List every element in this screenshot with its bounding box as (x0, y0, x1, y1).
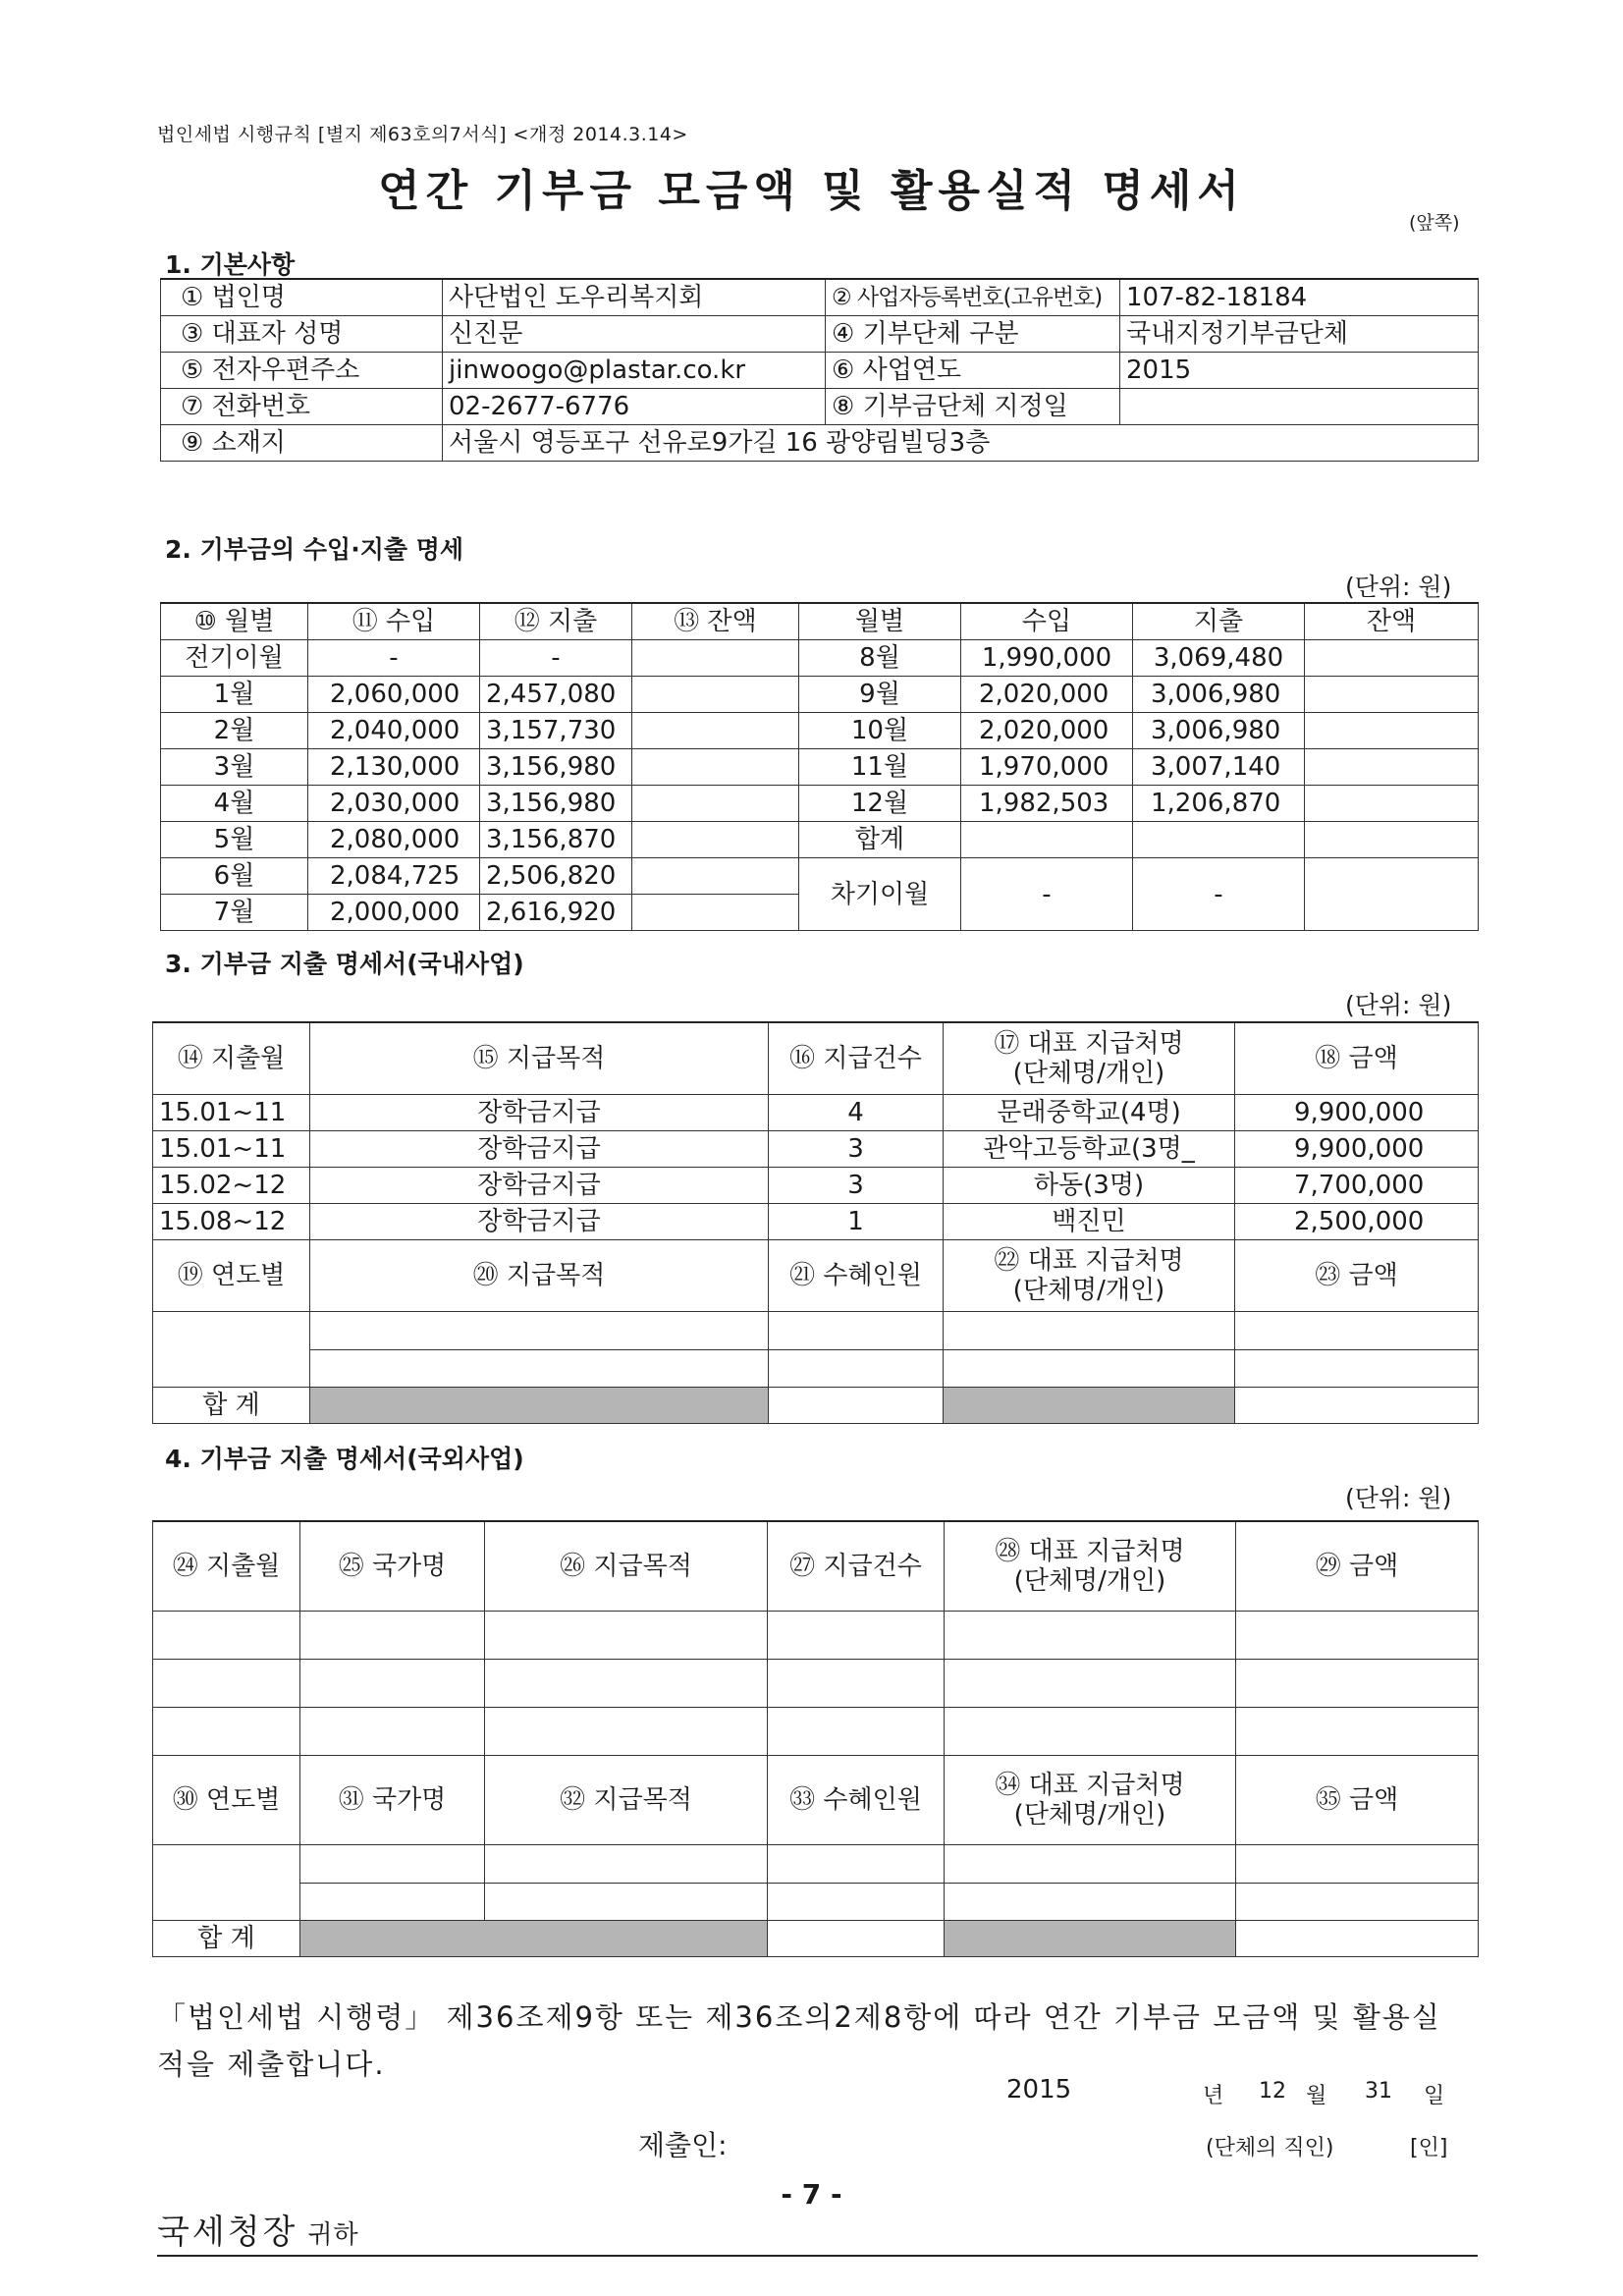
section1-title: 1. 기본사항 (165, 250, 296, 279)
income-cell (961, 822, 1133, 858)
submit-month: 12 (1259, 2079, 1286, 2104)
col-beneficiaries: ㉑ 수혜인원 (769, 1240, 944, 1312)
section4-title: 4. 기부금 지출 명세서(국외사업) (165, 1445, 524, 1473)
basic-info-table (160, 278, 1479, 462)
empty-cell (1235, 1349, 1479, 1388)
purpose-cell: 장학금지급 (310, 1095, 769, 1131)
empty-cell (485, 1708, 768, 1756)
balance-cell (1305, 858, 1479, 931)
empty-cell (769, 1312, 944, 1350)
empty-cell (153, 1708, 300, 1756)
empty-cell (1235, 1312, 1479, 1350)
submit-day: 31 (1365, 2079, 1392, 2104)
col-expense-2: 지출 (1133, 603, 1305, 640)
table-row (153, 1612, 1479, 1660)
recipient-block (157, 2205, 359, 2253)
expense-cell: 2,457,080 (480, 677, 632, 713)
empty-cell (945, 1708, 1236, 1756)
table-header-row (153, 1756, 1479, 1845)
month-cell: 4월 (161, 786, 308, 822)
income-cell: 2,020,000 (961, 677, 1133, 713)
biz-reg-label: ② 사업자등록번호(고유번호) (826, 279, 1120, 316)
recipient-header-line1: ⑰ 대표 지급처명 (994, 1029, 1184, 1059)
empty-cell (1236, 1845, 1479, 1884)
seal-mark: [인] (1410, 2136, 1448, 2160)
page-side-label: (앞쪽) (1409, 212, 1460, 234)
month-cell: 2월 (161, 713, 308, 749)
empty-cell (768, 1612, 945, 1660)
empty-cell (769, 1349, 944, 1388)
empty-cell (300, 1660, 485, 1708)
month-cell: 12월 (799, 786, 961, 822)
submitter-label: 제출인: (638, 2129, 728, 2161)
recipient-cell: 관악고등학교(3명_ (944, 1131, 1235, 1168)
address-value: 서울시 영등포구 선유로9가길 16 광양림빌딩3층 (443, 425, 1479, 462)
empty-cell (768, 1883, 945, 1921)
count-cell: 3 (769, 1131, 944, 1168)
col-amount-2: ㉟ 금액 (1236, 1756, 1479, 1845)
designation-date-value (1120, 389, 1479, 425)
fiscal-year-value: 2015 (1120, 353, 1479, 389)
email-label: ⑤ 전자우편주소 (161, 353, 443, 389)
income-cell: - (961, 858, 1133, 931)
month-cell: 3월 (161, 749, 308, 786)
section3-title: 3. 기부금 지출 명세서(국내사업) (165, 950, 524, 978)
phone-value: 02-2677-6776 (443, 389, 826, 425)
expense-cell: 3,006,980 (1133, 677, 1305, 713)
recipient-cell: 하동(3명) (944, 1168, 1235, 1204)
email-value: jinwoogo@plastar.co.kr (443, 353, 826, 389)
basic-info-row (161, 425, 1479, 462)
section2-title: 2. 기부금의 수입·지출 명세 (165, 535, 464, 564)
table-row (153, 1204, 1479, 1240)
empty-cell (769, 1388, 944, 1424)
overseas-expense-table (152, 1520, 1479, 1957)
count-cell: 3 (769, 1168, 944, 1204)
col-recipient-2 (944, 1240, 1235, 1312)
col-expense-month: ㉔ 지출월 (153, 1521, 300, 1612)
amount-cell: 9,900,000 (1235, 1131, 1479, 1168)
empty-cell (485, 1883, 768, 1921)
table-row (161, 786, 1479, 822)
table-row (153, 1095, 1479, 1131)
table-row (153, 1708, 1479, 1756)
col-expense-month: ⑭ 지출월 (153, 1022, 310, 1095)
basic-info-row (161, 353, 1479, 389)
empty-cell (768, 1660, 945, 1708)
expense-month-cell: 15.02~12 (153, 1168, 310, 1204)
section3-unit: (단위: 원) (1345, 991, 1452, 1019)
total-row (153, 1921, 1479, 1957)
empty-cell (1236, 1708, 1479, 1756)
balance-cell (1305, 749, 1479, 786)
phone-label: ⑦ 전화번호 (161, 389, 443, 425)
month-cell: 8월 (799, 640, 961, 677)
empty-cell (1236, 1612, 1479, 1660)
expense-month-cell: 15.01~11 (153, 1131, 310, 1168)
empty-cell (768, 1708, 945, 1756)
table-row (153, 1312, 1479, 1350)
total-row (153, 1388, 1479, 1424)
amount-cell: 7,700,000 (1235, 1168, 1479, 1204)
col-recipient (944, 1022, 1235, 1095)
table-header-row (153, 1240, 1479, 1312)
day-unit: 일 (1424, 2084, 1445, 2108)
section4-unit: (단위: 원) (1345, 1484, 1452, 1512)
empty-cell (300, 1612, 485, 1660)
col-country: ㉕ 국가명 (300, 1521, 485, 1612)
empty-cell (1236, 1921, 1479, 1957)
expense-cell: 3,006,980 (1133, 713, 1305, 749)
empty-cell (1235, 1388, 1479, 1424)
table-row (161, 749, 1479, 786)
empty-cell (945, 1612, 1236, 1660)
purpose-cell: 장학금지급 (310, 1168, 769, 1204)
basic-info-row (161, 279, 1479, 316)
balance-cell (632, 895, 799, 931)
table-header-row (153, 1521, 1479, 1612)
month-cell: 9월 (799, 677, 961, 713)
empty-cell (1236, 1660, 1479, 1708)
table-row (153, 1168, 1479, 1204)
balance-cell (632, 677, 799, 713)
expense-cell: 3,007,140 (1133, 749, 1305, 786)
total-cell: 합계 (799, 822, 961, 858)
income-cell: 2,130,000 (308, 749, 480, 786)
table-row (161, 713, 1479, 749)
income-cell: 1,982,503 (961, 786, 1133, 822)
table-row (153, 1349, 1479, 1388)
recipient-header-line1: ㉘ 대표 지급처명 (995, 1537, 1185, 1566)
balance-cell (632, 858, 799, 895)
corp-name-value: 사단법인 도우리복지회 (443, 279, 826, 316)
total-label: 합 계 (153, 1921, 300, 1957)
balance-cell (632, 713, 799, 749)
bottom-rule (157, 2255, 1478, 2257)
section2-unit: (단위: 원) (1345, 573, 1452, 601)
balance-cell (1305, 822, 1479, 858)
balance-cell (1305, 640, 1479, 677)
table-row (153, 1660, 1479, 1708)
expense-month-cell: 15.01~11 (153, 1095, 310, 1131)
income-expense-table (160, 602, 1479, 931)
table-row (161, 822, 1479, 858)
income-cell: 2,030,000 (308, 786, 480, 822)
month-cell: 6월 (161, 858, 308, 895)
expense-cell: 3,156,980 (480, 786, 632, 822)
balance-cell (632, 786, 799, 822)
shaded-cell (944, 1388, 1235, 1424)
carry-forward-cell: 차기이월 (799, 858, 961, 931)
col-balance: ⑬ 잔액 (632, 603, 799, 640)
month-unit: 월 (1306, 2084, 1327, 2108)
shaded-cell (310, 1388, 769, 1424)
empty-cell (300, 1883, 485, 1921)
expense-cell (1133, 822, 1305, 858)
table-row (161, 858, 1479, 895)
shaded-cell (300, 1921, 768, 1957)
rep-name-value: 신진문 (443, 316, 826, 353)
purpose-cell: 장학금지급 (310, 1131, 769, 1168)
expense-cell: - (1133, 858, 1305, 931)
empty-cell (945, 1883, 1236, 1921)
document-title: 연간 기부금 모금액 및 활용실적 명세서 (378, 166, 1245, 216)
month-cell: 11월 (799, 749, 961, 786)
expense-cell: 2,506,820 (480, 858, 632, 895)
table-row (161, 640, 1479, 677)
form-reference: 법인세법 시행규칙 [별지 제63호의7서식] <개정 2014.3.14> (157, 124, 688, 145)
empty-cell (944, 1349, 1235, 1388)
col-amount: ㉙ 금액 (1236, 1521, 1479, 1612)
expense-cell: 3,156,870 (480, 822, 632, 858)
col-amount-2: ㉓ 금액 (1235, 1240, 1479, 1312)
expense-cell: 2,616,920 (480, 895, 632, 931)
table-row (161, 677, 1479, 713)
balance-cell (1305, 677, 1479, 713)
recipient-header-line2: (단체명/개인) (1013, 1800, 1166, 1830)
table-header-row (161, 603, 1479, 640)
basic-info-row (161, 389, 1479, 425)
col-expense: ⑫ 지출 (480, 603, 632, 640)
empty-cell (300, 1845, 485, 1884)
month-cell: 7월 (161, 895, 308, 931)
col-year: ⑲ 연도별 (153, 1240, 310, 1312)
year-unit: 년 (1203, 2084, 1224, 2108)
empty-cell (485, 1612, 768, 1660)
month-cell: 10월 (799, 713, 961, 749)
rep-name-label: ③ 대표자 성명 (161, 316, 443, 353)
org-type-label: ④ 기부단체 구분 (826, 316, 1120, 353)
count-cell: 1 (769, 1204, 944, 1240)
col-count: ㉗ 지급건수 (768, 1521, 945, 1612)
income-cell: 1,990,000 (961, 640, 1133, 677)
empty-cell (768, 1921, 945, 1957)
fiscal-year-label: ⑥ 사업연도 (826, 353, 1120, 389)
col-income-2: 수입 (961, 603, 1133, 640)
col-count: ⑯ 지급건수 (769, 1022, 944, 1095)
col-beneficiaries: ㉝ 수혜인원 (768, 1756, 945, 1845)
submission-statement: 「법인세법 시행령」 제36조제9항 또는 제36조의2제8항에 따라 연간 기부금 모금액 및 활용실적을 제출합니다. (157, 2000, 1441, 2081)
empty-cell (310, 1349, 769, 1388)
income-cell: 2,080,000 (308, 822, 480, 858)
month-cell: 전기이월 (161, 640, 308, 677)
col-purpose: ㉖ 지급목적 (485, 1521, 768, 1612)
submit-year: 2015 (1006, 2075, 1072, 2105)
month-cell: 1월 (161, 677, 308, 713)
empty-cell (300, 1708, 485, 1756)
income-cell: 2,040,000 (308, 713, 480, 749)
balance-cell (1305, 786, 1479, 822)
col-purpose-2: ⑳ 지급목적 (310, 1240, 769, 1312)
expense-cell: - (480, 640, 632, 677)
table-header-row (153, 1022, 1479, 1095)
income-cell: 2,020,000 (961, 713, 1133, 749)
empty-cell (485, 1660, 768, 1708)
empty-cell (310, 1312, 769, 1350)
month-cell: 5월 (161, 822, 308, 858)
empty-cell (153, 1845, 300, 1921)
recipient-header-line2: (단체명/개인) (1012, 1276, 1165, 1305)
balance-cell (632, 640, 799, 677)
empty-cell (485, 1845, 768, 1884)
col-balance-2: 잔액 (1305, 603, 1479, 640)
recipient-cell: 문래중학교(4명) (944, 1095, 1235, 1131)
expense-cell: 3,156,980 (480, 749, 632, 786)
empty-cell (153, 1660, 300, 1708)
empty-cell (153, 1612, 300, 1660)
biz-reg-value: 107-82-18184 (1120, 279, 1479, 316)
balance-cell (632, 749, 799, 786)
purpose-cell: 장학금지급 (310, 1204, 769, 1240)
recipient-cell: 백진민 (944, 1204, 1235, 1240)
designation-date-label: ⑧ 기부금단체 지정일 (826, 389, 1120, 425)
income-cell: 2,084,725 (308, 858, 480, 895)
org-type-value: 국내지정기부금단체 (1120, 316, 1479, 353)
page-number: - 7 - (781, 2178, 842, 2211)
col-purpose: ⑮ 지급목적 (310, 1022, 769, 1095)
empty-cell (153, 1312, 310, 1388)
recipient-header-line1: ㉞ 대표 지급처명 (995, 1771, 1185, 1800)
address-label: ⑨ 소재지 (161, 425, 443, 462)
table-row (153, 1883, 1479, 1921)
table-row (153, 1845, 1479, 1884)
col-amount: ⑱ 금액 (1235, 1022, 1479, 1095)
domestic-expense-table (152, 1021, 1479, 1424)
basic-info-row (161, 316, 1479, 353)
total-label: 합 계 (153, 1388, 310, 1424)
col-month-2: 월별 (799, 603, 961, 640)
balance-cell (632, 822, 799, 858)
amount-cell: 9,900,000 (1235, 1095, 1479, 1131)
corp-name-label: ① 법인명 (161, 279, 443, 316)
balance-cell (1305, 713, 1479, 749)
empty-cell (768, 1845, 945, 1884)
recipient-header-line1: ㉒ 대표 지급처명 (994, 1246, 1184, 1276)
empty-cell (945, 1845, 1236, 1884)
col-month: ⑩ 월별 (161, 603, 308, 640)
empty-cell (945, 1660, 1236, 1708)
col-recipient-2 (945, 1756, 1236, 1845)
count-cell: 4 (769, 1095, 944, 1131)
income-cell: - (308, 640, 480, 677)
recipient-name: 국세청장 (157, 2213, 298, 2252)
col-income: ⑪ 수입 (308, 603, 480, 640)
col-purpose-2: ㉜ 지급목적 (485, 1756, 768, 1845)
recipient-suffix: 귀하 (307, 2220, 359, 2250)
expense-cell: 3,069,480 (1133, 640, 1305, 677)
income-cell: 2,000,000 (308, 895, 480, 931)
shaded-cell (945, 1921, 1236, 1957)
table-row (153, 1131, 1479, 1168)
empty-cell (944, 1312, 1235, 1350)
col-recipient (945, 1521, 1236, 1612)
expense-cell: 1,206,870 (1133, 786, 1305, 822)
expense-cell: 3,157,730 (480, 713, 632, 749)
income-cell: 1,970,000 (961, 749, 1133, 786)
amount-cell: 2,500,000 (1235, 1204, 1479, 1240)
empty-cell (1236, 1883, 1479, 1921)
seal-note: (단체의 직인) (1206, 2136, 1334, 2160)
col-year: ㉚ 연도별 (153, 1756, 300, 1845)
expense-month-cell: 15.08~12 (153, 1204, 310, 1240)
recipient-header-line2: (단체명/개인) (1013, 1566, 1166, 1596)
col-country-2: ㉛ 국가명 (300, 1756, 485, 1845)
income-cell: 2,060,000 (308, 677, 480, 713)
recipient-header-line2: (단체명/개인) (1012, 1059, 1165, 1088)
